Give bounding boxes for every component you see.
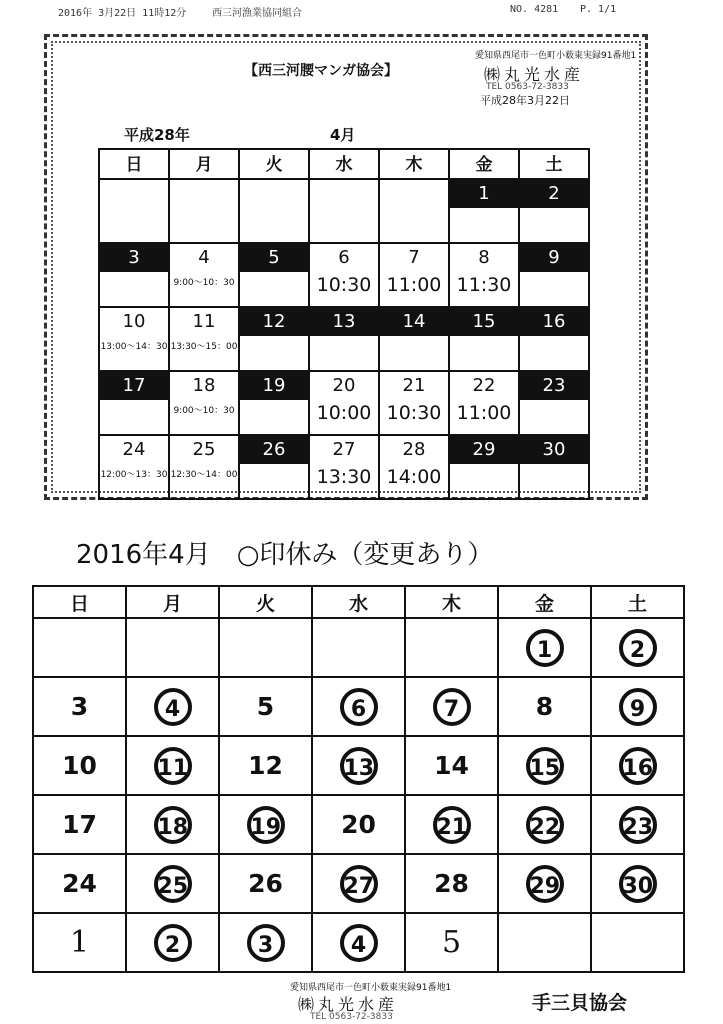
calendar-day-cell: [449, 371, 519, 435]
circled-holiday-day: 16: [619, 747, 657, 785]
day-number: 8: [535, 692, 554, 721]
circled-holiday-day: 2: [154, 924, 192, 962]
circled-holiday-day: 18: [154, 806, 192, 844]
footer-tel: TEL 0563-72-3833: [310, 1012, 393, 1022]
circled-holiday-day: 30: [619, 865, 657, 903]
weekday-header: 金: [449, 149, 519, 179]
day-number: 14: [434, 751, 469, 780]
weekday-header: 日: [99, 149, 169, 179]
calendar-day-cell: [33, 795, 126, 854]
calendar-day-cell: [169, 371, 239, 435]
calendar-day-cell: [519, 371, 589, 435]
calendar-day-cell: [33, 618, 126, 677]
calendar-day-cell: [99, 179, 169, 243]
day-number: 28: [434, 869, 469, 898]
calendar-week-row: [33, 618, 684, 677]
day-number: 23: [520, 372, 588, 400]
circled-holiday-day: 27: [340, 865, 378, 903]
circled-holiday-day: 1: [526, 629, 564, 667]
appointment-time: 13:30～15：00: [170, 342, 238, 352]
day-number: 17: [100, 372, 168, 400]
calendar-day-cell: [498, 677, 591, 736]
calendar-day-cell: [126, 854, 219, 913]
appointment-time: 10:00: [316, 402, 372, 424]
day-number: 2: [520, 180, 588, 208]
circled-holiday-day: 22: [526, 806, 564, 844]
footer-association: 手三貝協会: [532, 992, 628, 1014]
day-number: 3: [70, 692, 89, 721]
circled-holiday-day: 4: [154, 688, 192, 726]
calendar-day-cell: [169, 307, 239, 371]
circled-holiday-day: 25: [154, 865, 192, 903]
calendar-day-cell: [312, 913, 405, 972]
calendar-day-cell: [126, 736, 219, 795]
calendar-day-cell: [126, 795, 219, 854]
calendar-week-row: [99, 307, 589, 371]
company-name: ㈱丸光水産: [484, 65, 585, 84]
day-number: 22: [472, 375, 496, 396]
calendar-day-cell: [379, 435, 449, 499]
calendar-day-cell: [591, 854, 684, 913]
circled-holiday-day: 29: [526, 865, 564, 903]
calendar-week-row: [99, 179, 589, 243]
calendar-day-cell: [379, 371, 449, 435]
weekday-header: 土: [591, 586, 684, 618]
calendar-day-cell: [33, 913, 126, 972]
calendar-day-cell: [405, 795, 498, 854]
day-number: 6: [338, 247, 350, 268]
calendar-week-row: [99, 243, 589, 307]
fax-page: P. 1/1: [580, 4, 617, 15]
weekday-header: 月: [126, 586, 219, 618]
calendar-week-row: [99, 371, 589, 435]
appointment-time: 13:00～14：30: [100, 342, 168, 352]
circled-holiday-day: 11: [154, 747, 192, 785]
appointment-time: 11:30: [456, 274, 512, 296]
calendar-day-cell: [126, 913, 219, 972]
calendar-day-cell: [519, 243, 589, 307]
calendar-day-cell: [312, 736, 405, 795]
day-number: 8: [478, 247, 490, 268]
day-number: 29: [450, 436, 518, 464]
day-number: 13: [310, 308, 378, 336]
calendar-day-cell: [309, 243, 379, 307]
calendar-day-cell: [126, 618, 219, 677]
company-address: 愛知県西尾市一色町小薮東実録91番地1: [475, 51, 637, 61]
calendar-day-cell: [405, 677, 498, 736]
circled-holiday-day: 6: [340, 688, 378, 726]
weekday-header: 火: [219, 586, 312, 618]
weekday-header: 金: [498, 586, 591, 618]
fax-sender: 西三河漁業協同組合: [212, 8, 302, 19]
calendar-day-cell: [312, 618, 405, 677]
calendar-day-cell: [169, 435, 239, 499]
calendar-day-cell: [498, 736, 591, 795]
fax-header: [0, 4, 723, 18]
day-number: 18: [192, 375, 216, 396]
appointment-time: 12:00～13：30: [100, 470, 168, 480]
fax-number: NO. 4281: [510, 4, 559, 15]
calendar-day-cell: [519, 435, 589, 499]
day-number: 26: [248, 869, 283, 898]
calendar-day-cell: [99, 307, 169, 371]
calendar-day-cell: [219, 677, 312, 736]
circled-holiday-day: 21: [433, 806, 471, 844]
calendar-day-cell: [591, 677, 684, 736]
day-number: 1: [450, 180, 518, 208]
day-number: 30: [520, 436, 588, 464]
calendar-day-cell: [519, 307, 589, 371]
circled-holiday-day: 2: [619, 629, 657, 667]
circled-holiday-day: 3: [247, 924, 285, 962]
calendar-week-row: [33, 795, 684, 854]
holiday-calendar-title: 2016年4月 ○印休み（変更あり）: [76, 540, 494, 570]
holiday-calendar-table: [32, 585, 685, 973]
day-number: 26: [240, 436, 308, 464]
appointment-time: 9:00～10：30: [173, 278, 235, 288]
day-number: 24: [122, 439, 146, 460]
day-number: 20: [341, 810, 376, 839]
calendar-week-row: [33, 677, 684, 736]
day-number: 11: [192, 311, 216, 332]
appointment-time: 12:30～14：00: [170, 470, 238, 480]
appointment-time: 9:00～10：30: [173, 406, 235, 416]
calendar-day-cell: [169, 243, 239, 307]
weekday-header: 木: [379, 149, 449, 179]
calendar-day-cell: [449, 307, 519, 371]
day-number: 17: [62, 810, 97, 839]
day-number: 10: [122, 311, 146, 332]
appointment-time: 11:00: [456, 402, 512, 424]
weekday-header: 水: [312, 586, 405, 618]
calendar-day-cell: [591, 736, 684, 795]
issued-date: 平成28年3月22日: [480, 94, 570, 107]
appointment-time: 13:30: [316, 466, 372, 488]
footer-company: ㈱丸光水産: [298, 995, 399, 1014]
appointment-time: 11:00: [386, 274, 442, 296]
day-number: 5: [240, 244, 308, 272]
calendar-day-cell: [379, 179, 449, 243]
handwritten-day: 5: [441, 925, 462, 960]
company-tel: TEL 0563-72-3833: [486, 82, 569, 92]
calendar-day-cell: [405, 736, 498, 795]
day-number: 19: [240, 372, 308, 400]
day-number: 9: [520, 244, 588, 272]
calendar-day-cell: [239, 435, 309, 499]
association-title: 【西三河腰マンガ協会】: [244, 63, 398, 79]
calendar-day-cell: [33, 677, 126, 736]
day-number: 12: [240, 308, 308, 336]
calendar-day-cell: [309, 307, 379, 371]
circled-holiday-day: 7: [433, 688, 471, 726]
weekday-header-row: [33, 586, 684, 618]
day-number: 7: [408, 247, 420, 268]
calendar-day-cell: [126, 677, 219, 736]
calendar-day-cell: [239, 243, 309, 307]
day-number: 12: [248, 751, 283, 780]
calendar-day-cell: [169, 179, 239, 243]
calendar-day-cell: [519, 179, 589, 243]
calendar-day-cell: [219, 618, 312, 677]
circled-holiday-day: 23: [619, 806, 657, 844]
day-number: 25: [192, 439, 216, 460]
calendar-week-row: [99, 435, 589, 499]
day-number: 15: [450, 308, 518, 336]
calendar-day-cell: [219, 736, 312, 795]
handwritten-day: 1: [69, 925, 90, 960]
day-number: 14: [380, 308, 448, 336]
weekday-header: 月: [169, 149, 239, 179]
appointment-time: 10:30: [386, 402, 442, 424]
weekday-header: 土: [519, 149, 589, 179]
month-label: 4月: [330, 126, 356, 144]
weekday-header-row: [99, 149, 589, 179]
calendar-day-cell: [498, 795, 591, 854]
circled-holiday-day: 4: [340, 924, 378, 962]
era-year: 平成28年: [124, 126, 190, 144]
calendar-week-row: [33, 854, 684, 913]
calendar-day-cell: [309, 371, 379, 435]
day-number: 10: [62, 751, 97, 780]
appointment-time: 14:00: [386, 466, 442, 488]
day-number: 4: [198, 247, 210, 268]
circled-holiday-day: 9: [619, 688, 657, 726]
day-number: 27: [332, 439, 356, 460]
day-number: 28: [402, 439, 426, 460]
calendar-day-cell: [99, 435, 169, 499]
fax-date: 2016年 3月22日 11時12分: [58, 8, 187, 19]
calendar-day-cell: [33, 854, 126, 913]
calendar-day-cell: [219, 854, 312, 913]
day-number: 16: [520, 308, 588, 336]
calendar-day-cell: [239, 179, 309, 243]
circled-holiday-day: 15: [526, 747, 564, 785]
weekday-header: 日: [33, 586, 126, 618]
calendar-day-cell: [405, 618, 498, 677]
calendar-day-cell: [33, 736, 126, 795]
calendar-day-cell: [449, 435, 519, 499]
footer-address: 愛知県西尾市一色町小薮東実録91番地1: [290, 983, 452, 993]
calendar-day-cell: [219, 913, 312, 972]
calendar-day-cell: [312, 854, 405, 913]
calendar-day-cell: [498, 913, 591, 972]
day-number: 3: [100, 244, 168, 272]
calendar-day-cell: [309, 179, 379, 243]
calendar-day-cell: [591, 795, 684, 854]
calendar-day-cell: [219, 795, 312, 854]
calendar-week-row: [33, 736, 684, 795]
calendar-day-cell: [239, 371, 309, 435]
calendar-day-cell: [498, 854, 591, 913]
day-number: 21: [402, 375, 426, 396]
calendar-day-cell: [99, 371, 169, 435]
calendar-week-row: [33, 913, 684, 972]
calendar-day-cell: [99, 243, 169, 307]
fax-calendar-table: [98, 148, 590, 500]
weekday-header: 火: [239, 149, 309, 179]
appointment-time: 10:30: [316, 274, 372, 296]
calendar-day-cell: [449, 179, 519, 243]
calendar-day-cell: [591, 618, 684, 677]
calendar-day-cell: [312, 795, 405, 854]
calendar-day-cell: [239, 307, 309, 371]
day-number: 20: [332, 375, 356, 396]
calendar-day-cell: [379, 243, 449, 307]
calendar-day-cell: [309, 435, 379, 499]
calendar-day-cell: [498, 618, 591, 677]
weekday-header: 水: [309, 149, 379, 179]
circled-holiday-day: 19: [247, 806, 285, 844]
day-number: 24: [62, 869, 97, 898]
calendar-day-cell: [405, 913, 498, 972]
circled-holiday-day: 13: [340, 747, 378, 785]
calendar-day-cell: [405, 854, 498, 913]
calendar-day-cell: [449, 243, 519, 307]
calendar-day-cell: [312, 677, 405, 736]
day-number: 5: [256, 692, 275, 721]
calendar-day-cell: [591, 913, 684, 972]
calendar-day-cell: [379, 307, 449, 371]
weekday-header: 木: [405, 586, 498, 618]
